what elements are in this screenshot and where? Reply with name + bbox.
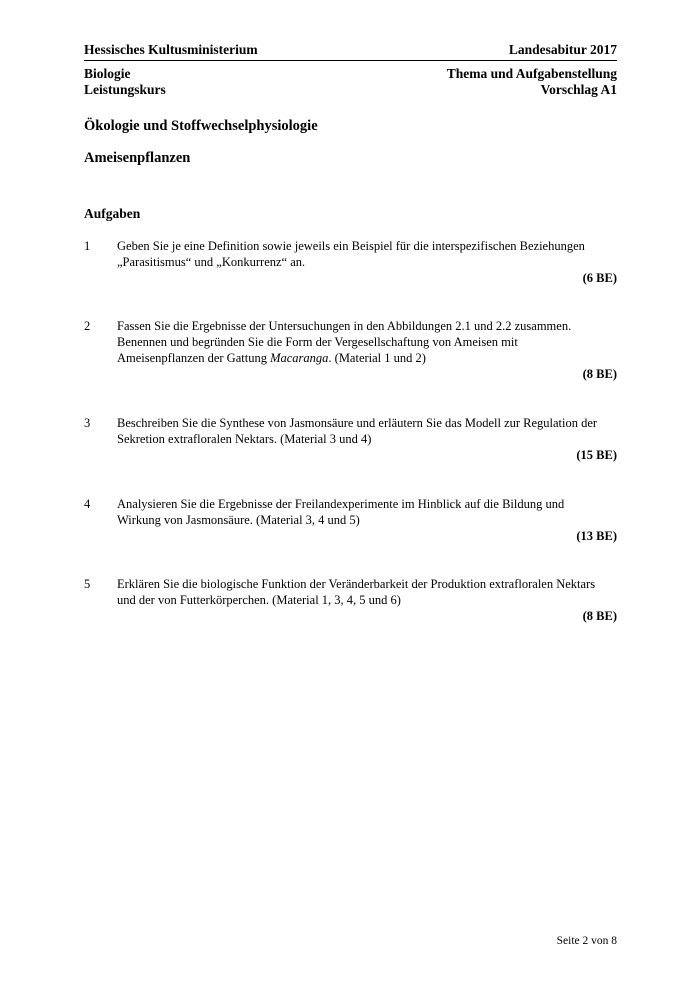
tasks-heading: Aufgaben [84,206,141,221]
course-label: Leistungskurs [84,82,166,97]
task-line: Geben Sie je eine Definition sowie jeweils ein Beispiel für die interspezifischen Beziehungen [117,239,585,253]
task-line: Erklären Sie die biologische Funktion der Veränderbarkeit der Produktion extrafloralen Nektars [117,577,596,591]
task-text [117,415,617,447]
header-row-top [84,42,617,61]
task-5 [84,576,617,624]
task-number: 4 [84,497,91,511]
task-2 [84,318,617,382]
task-text [117,238,617,270]
task-number: 1 [84,239,91,253]
ministry-label: Hessisches Kultusministerium [84,42,258,57]
header-row-sub [84,66,617,98]
task-number: 5 [84,577,91,591]
task-line: und der von Futterkörperchen. (Material 1, 3, 4, 5 und 6) [117,593,401,607]
section-block [447,66,617,98]
task-points: (8 BE) [582,609,617,623]
task-line: Ameisenpflanzen der Gattung Macaranga. (Material 1 und 2) [117,351,426,365]
task-text [117,318,617,366]
task-points: (8 BE) [582,367,617,381]
task-points: (6 BE) [582,271,617,285]
task-line: Fassen Sie die Ergebnisse der Untersuchungen in den Abbildungen 2.1 und 2.2 zusammen. [117,319,572,333]
task-1 [84,238,617,286]
task-number: 2 [84,319,91,333]
genus-name: Macaranga [270,351,329,365]
section-label: Thema und Aufgabenstellung [446,66,617,81]
task-line: Beschreiben Sie die Synthese von Jasmonsäure und erläutern Sie das Modell zur Regulation der [117,416,598,430]
proposal-label: Vorschlag A1 [540,82,617,97]
subtopic-heading: Ameisenpflanzen [84,150,191,166]
task-line: Wirkung von Jasmonsäure. (Material 3, 4 und 5) [117,513,360,527]
task-text [117,576,617,608]
topic-heading: Ökologie und Stoffwechselphysiologie [84,118,318,134]
task-number: 3 [84,416,91,430]
task-4 [84,496,617,544]
task-3 [84,415,617,463]
task-text [117,496,617,528]
task-points: (15 BE) [576,448,617,462]
task-line: Analysieren Sie die Ergebnisse der Freilandexperimente im Hinblick auf die Bildung und [117,497,565,511]
task-line: Sekretion extrafloralen Nektars. (Material 3 und 4) [117,432,372,446]
subject-block [84,66,166,98]
exam-label: Landesabitur 2017 [508,42,617,57]
task-line: Benennen und begründen Sie die Form der Vergesellschaftung von Ameisen mit [117,335,518,349]
page-number: Seite 2 von 8 [556,935,617,947]
task-line: „Parasitismus“ und „Konkurrenz“ an. [117,255,306,269]
task-points: (13 BE) [576,529,617,543]
subject-label: Biologie [84,66,131,81]
